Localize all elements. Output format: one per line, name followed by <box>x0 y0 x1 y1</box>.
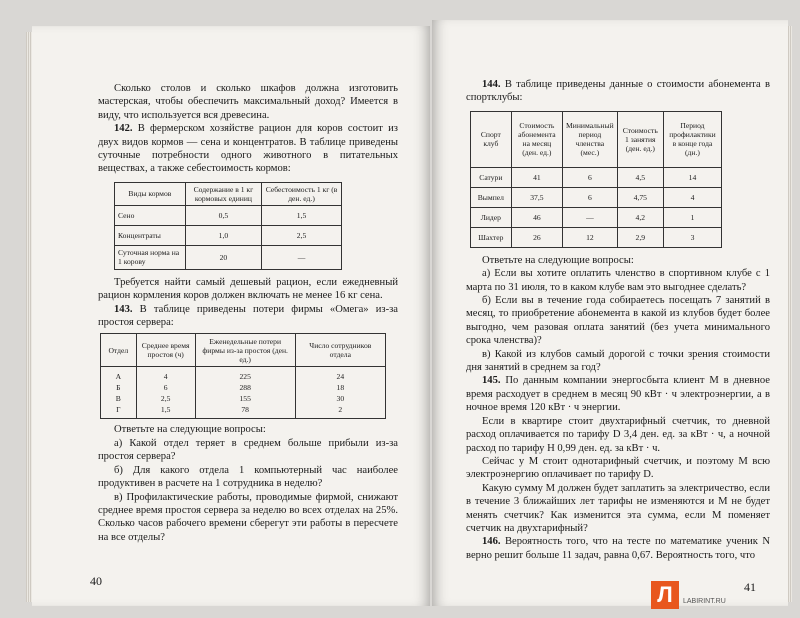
table-header-row <box>101 334 386 367</box>
table-row <box>471 207 722 227</box>
right-page <box>432 20 788 606</box>
problem-144 <box>466 78 770 105</box>
table-cell: 2,9 <box>617 227 663 247</box>
problem-text: Вероятность того, что на тесте по математике ученик N верно решит больше 11 задач, равна 0,67. Вероятность того, что <box>466 536 770 561</box>
table-row <box>471 167 722 187</box>
table-cell: 1 <box>663 207 721 227</box>
question-c: в) Профилактические работы, проводимые фирмой, снижают среднее время простоя сервера за неделю во всех отделах на 25%. Сколько часов рабочего времени сберегут эти работы в пересчете на все отделы? <box>98 491 398 543</box>
table-cell: Сатури <box>471 167 512 187</box>
table-cell: 37,5 <box>511 187 562 207</box>
table-cell: 1,5 <box>262 205 342 225</box>
table-row <box>115 205 342 225</box>
problem-text: В фермерском хозяйстве рацион для коров состоит из двух видов кормов — сена и концентратов. В таблице приведены суточные потребности одного животного в питательных веществах, а также себестоимость кормов: <box>98 123 398 175</box>
table-row <box>101 404 386 419</box>
table-row <box>101 367 386 383</box>
paragraph-145-tariffs: Если в квартире стоит двухтарифный счетчик, то дневной расход оплачивается по тарифу D 3,4 ден. ед. за кВт · ч, а ночной расход по тарифу H 0,99 ден. ед. за кВт · ч. <box>466 415 770 454</box>
paragraph-intro: Сколько столов и сколько шкафов должна изготовить мастерская, чтобы обеспечить максимальный доход? Имеется в виду, что используется вся древесина. <box>98 83 398 121</box>
table-cell: 41 <box>511 167 562 187</box>
table-row <box>101 382 386 393</box>
table-row <box>471 187 722 207</box>
problem-146 <box>466 535 770 562</box>
table-cell: 2,5 <box>136 393 195 404</box>
table-cell: 30 <box>295 393 385 404</box>
question-b: б) Для какого отдела 1 компьютерный час наиболее продуктивен в расчете на 1 сотрудника в неделю? <box>98 464 398 490</box>
table-cell: 24 <box>295 367 385 383</box>
problem-number: 146. <box>482 536 501 548</box>
table-cell: 1,5 <box>136 404 195 419</box>
table-row <box>471 227 722 247</box>
table-cell: Сено <box>115 205 186 225</box>
table-cell: Вымпел <box>471 187 512 207</box>
table-cell: 4,2 <box>617 207 663 227</box>
question-b: б) Если вы в течение года собираетесь посещать 7 занятий в месяц, то приобретение абонемента в какой из клубов будет более выгодно, чем разовая оплата занятий (без учета минимального срока членства)? <box>466 295 770 347</box>
table-header: Минимальный период членства (мес.) <box>563 111 618 167</box>
table-feed <box>114 182 342 270</box>
table-cell: 14 <box>663 167 721 187</box>
table-cell: 4,5 <box>617 167 663 187</box>
table-header: Среднее время простоя (ч) <box>136 334 195 367</box>
table-cell: В <box>101 393 137 404</box>
question-c: в) Какой из клубов самый дорогой с точки зрения стоимости дня занятий в среднем за год? <box>466 348 770 374</box>
table-cell: 12 <box>563 227 618 247</box>
table-cell: 4,75 <box>617 187 663 207</box>
table-cell: А <box>101 367 137 383</box>
problem-143 <box>98 303 398 330</box>
left-page <box>32 26 430 606</box>
table-cell: 6 <box>563 167 618 187</box>
table-cell: 20 <box>185 245 261 269</box>
problem-number: 145. <box>482 375 501 387</box>
labirint-logo <box>651 581 726 611</box>
table-server-losses <box>100 333 386 419</box>
right-page-text <box>466 78 770 562</box>
table-cell: 6 <box>136 382 195 393</box>
logo-letter: Л <box>651 581 679 609</box>
table-cell: 6 <box>563 187 618 207</box>
table-sport-clubs <box>470 111 722 248</box>
table-cell: 4 <box>136 367 195 383</box>
page-number-right: 41 <box>744 580 756 594</box>
table-row <box>115 225 342 245</box>
problem-text: По данным компании энергосбыта клиент М в дневное время расходует в среднем в месяц 90 кВт · ч электроэнергии, а в ночное время 120 кВт · ч энергии. <box>466 375 770 414</box>
problem-number: 144. <box>482 79 501 90</box>
left-page-text <box>98 82 398 544</box>
table-header-row <box>471 111 722 167</box>
table-cell: 46 <box>511 207 562 227</box>
table-cell: 78 <box>195 404 295 419</box>
table-cell: 4 <box>663 187 721 207</box>
table-row <box>115 245 342 269</box>
problem-145 <box>466 374 770 414</box>
table-header: Еженедельные потери фирмы из-за простоя (ден. ед.) <box>195 334 295 367</box>
table-cell: Лидер <box>471 207 512 227</box>
table-cell: 155 <box>195 393 295 404</box>
question-a: а) Какой отдел теряет в среднем больше прибыли из-за простоя сервера? <box>98 437 398 463</box>
table-header: Стоимость 1 занятия (ден. ед.) <box>617 111 663 167</box>
table-cell: 225 <box>195 367 295 383</box>
question-a: а) Если вы хотите оплатить членство в спортивном клубе с 1 марта по 31 июля, то в каком клубе вам это выгоднее сделать? <box>466 268 770 293</box>
table-cell: 26 <box>511 227 562 247</box>
problem-number: 142. <box>114 123 133 135</box>
table-header: Содержание в 1 кг кормовых единиц <box>185 182 261 205</box>
questions-intro: Ответьте на следующие вопросы: <box>482 254 634 266</box>
table-cell: Шахтер <box>471 227 512 247</box>
table-header: Отдел <box>101 334 137 367</box>
table-header: Себестоимость 1 кг (в ден. ед.) <box>262 182 342 205</box>
table-cell: 2 <box>295 404 385 419</box>
table-cell: 2,5 <box>262 225 342 245</box>
table-cell: Г <box>101 404 137 419</box>
table-cell: — <box>262 245 342 269</box>
paragraph-142-task: Требуется найти самый дешевый рацион, если ежедневный рацион кормления коров должен включать не менее 16 кг сена. <box>98 276 398 302</box>
table-cell: 1,0 <box>185 225 261 245</box>
questions-intro: Ответьте на следующие вопросы: <box>114 424 266 436</box>
paragraph-145-meter: Сейчас у М стоит однотарифный счетчик, и поэтому М всю электроэнергию оплачивает по тарифу D. <box>466 455 770 481</box>
table-cell: 288 <box>195 382 295 393</box>
table-cell: Б <box>101 382 137 393</box>
problem-text: В таблице приведены данные о стоимости абонемента в спортклубы: <box>466 79 770 104</box>
table-header: Число сотрудников отдела <box>295 334 385 367</box>
logo-caption: LABIRINT.RU <box>683 598 726 605</box>
table-header: Период профилактики в конце года (дн.) <box>663 111 721 167</box>
table-header: Стоимость абонемента на месяц (ден. ед.) <box>511 111 562 167</box>
table-cell: 18 <box>295 382 385 393</box>
table-cell: Концентраты <box>115 225 186 245</box>
table-cell: 3 <box>663 227 721 247</box>
table-header: Виды кормов <box>115 182 186 205</box>
table-row <box>101 393 386 404</box>
problem-number: 143. <box>114 303 133 315</box>
problem-142 <box>98 122 398 176</box>
table-cell: 0,5 <box>185 205 261 225</box>
paragraph-145-question: Какую сумму М должен будет заплатить за электричество, если в течение 3 ближайших лет тарифы не изменяются и М не будет менять счетчик? Как изменится эта сумма, если М поменяет счетчик на двухтарифный? <box>466 482 770 534</box>
page-number-left: 40 <box>90 574 102 588</box>
table-cell: Суточная норма на 1 корову <box>115 245 186 269</box>
table-header-row <box>115 182 342 205</box>
table-header: Спорт клуб <box>471 111 512 167</box>
problem-text: В таблице приведены потери фирмы «Омега» из-за простоя сервера: <box>98 303 398 329</box>
table-cell: — <box>563 207 618 227</box>
